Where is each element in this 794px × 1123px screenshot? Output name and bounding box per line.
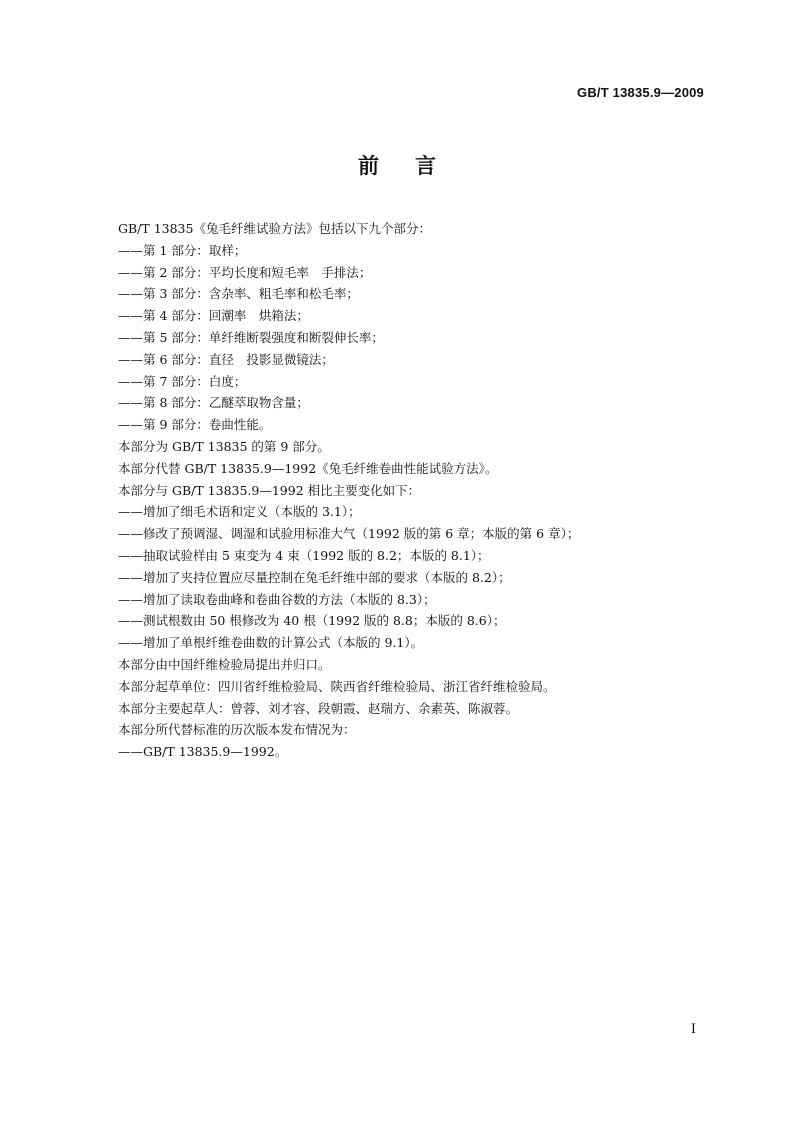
text-line: 本部分为 GB/T 13835 的第 9 部分。 bbox=[118, 438, 330, 454]
list-item: ——第 1 部分：取样； bbox=[118, 242, 247, 258]
list-item: ——第 5 部分：单纤维断裂强度和断裂伸长率； bbox=[118, 329, 384, 345]
text-line: 本部分代替 GB/T 13835.9—1992《兔毛纤维卷曲性能试验方法》。 bbox=[118, 460, 498, 476]
text-line: GB/T 13835《兔毛纤维试验方法》包括以下九个部分： bbox=[118, 221, 431, 236]
text-line: 本部分主要起草人：曾蓉、刘才容、段朝霞、赵瑞方、余素英、陈淑蓉。 bbox=[118, 700, 519, 716]
foreword-body bbox=[118, 218, 718, 763]
list-item: ——第 3 部分：含杂率、粗毛率和松毛率； bbox=[118, 286, 359, 302]
text-line: 本部分起草单位：四川省纤维检验局、陕西省纤维检验局、浙江省纤维检验局。 bbox=[118, 678, 556, 694]
list-item: ——第 8 部分：乙醚萃取物含量； bbox=[118, 395, 309, 411]
page-title: 前言 bbox=[358, 154, 472, 178]
page-number: I bbox=[690, 1022, 696, 1037]
list-item: ——第 2 部分：平均长度和短毛率 手排法； bbox=[118, 264, 372, 280]
list-item: ——抽取试验样由 5 束变为 4 束（1992 版的 8.2；本版的 8.1）； bbox=[118, 547, 490, 563]
list-item: ——第 9 部分：卷曲性能。 bbox=[118, 417, 272, 433]
list-item: ——测试根数由 50 根修改为 40 根（1992 版的 8.8；本版的 8.6）； bbox=[118, 613, 506, 629]
text-line: 本部分与 GB/T 13835.9—1992 相比主要变化如下： bbox=[118, 482, 421, 498]
text-line: 本部分所代替标准的历次版本发布情况为： bbox=[118, 722, 356, 738]
standard-number: GB/T 13835.9—2009 bbox=[577, 85, 704, 100]
list-item: ——修改了预调湿、调湿和试验用标准大气（1992 版的第 6 章；本版的第 6 章）； bbox=[118, 526, 580, 542]
list-item: ——增加了单根纤维卷曲数的计算公式（本版的 9.1）。 bbox=[118, 635, 424, 651]
list-item: ——GB/T 13835.9—1992。 bbox=[118, 744, 288, 760]
text-line: 本部分由中国纤维检验局提出并归口。 bbox=[118, 656, 331, 672]
list-item: ——第 7 部分：白度； bbox=[118, 373, 247, 389]
list-item: ——增加了夹持位置应尽量控制在兔毛纤维中部的要求（本版的 8.2）； bbox=[118, 569, 511, 585]
list-item: ——增加了读取卷曲峰和卷曲谷数的方法（本版的 8.3）； bbox=[118, 591, 436, 607]
list-item: ——增加了细毛术语和定义（本版的 3.1）； bbox=[118, 504, 361, 520]
list-item: ——第 4 部分：回潮率 烘箱法； bbox=[118, 308, 309, 324]
list-item: ——第 6 部分：直径 投影显微镜法； bbox=[118, 351, 334, 367]
